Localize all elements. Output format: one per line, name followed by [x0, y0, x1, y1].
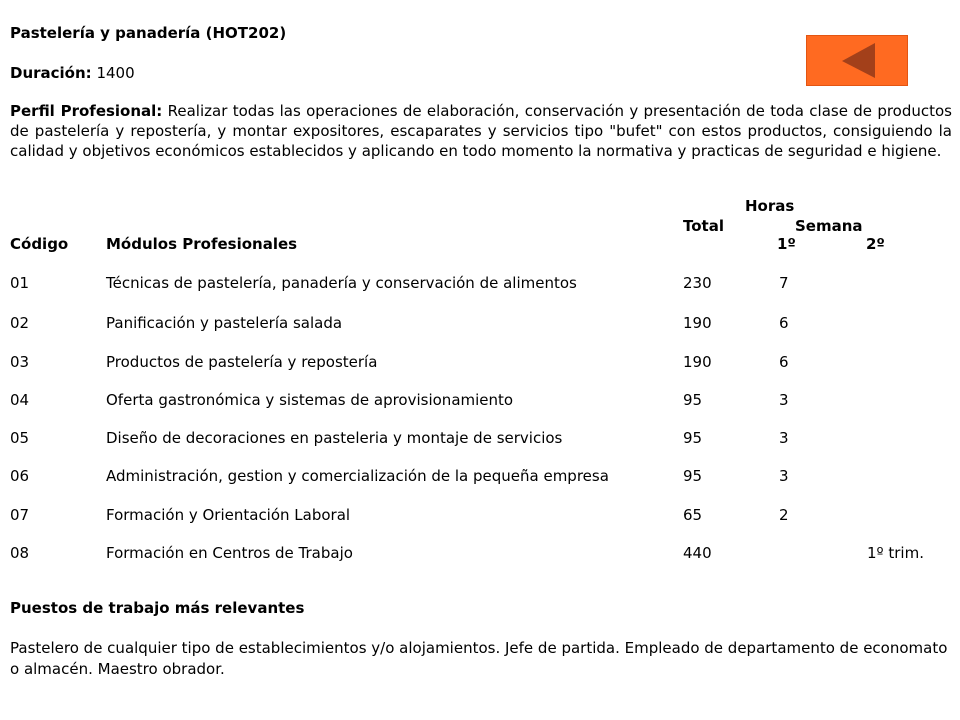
- module-code: 08: [10, 544, 30, 562]
- module-total-hours: 190: [683, 353, 712, 371]
- header-semana: Semana: [795, 217, 863, 235]
- table-row: [0, 544, 960, 566]
- back-arrow-icon-shape: [842, 43, 875, 78]
- table-row: [0, 506, 960, 528]
- module-total-hours: 440: [683, 544, 712, 562]
- module-total-hours: 95: [683, 429, 703, 447]
- header-horas: Horas: [745, 197, 795, 215]
- back-button[interactable]: [806, 35, 908, 86]
- page-title: Pastelería y panadería (HOT202): [10, 24, 287, 42]
- duration-label: Duración:: [10, 64, 92, 82]
- module-name: Oferta gastronómica y sistemas de aprovisionamiento: [106, 391, 514, 409]
- module-name: Formación y Orientación Laboral: [106, 506, 351, 524]
- module-week-1: 3: [779, 429, 789, 447]
- module-week-1: 7: [779, 274, 789, 292]
- module-total-hours: 190: [683, 314, 712, 332]
- table-row: [0, 391, 960, 413]
- module-name: Formación en Centros de Trabajo: [106, 544, 353, 562]
- module-code: 06: [10, 467, 30, 485]
- table-row: [0, 429, 960, 451]
- header-codigo: Código: [10, 235, 69, 253]
- header-semana-1: 1º: [777, 235, 796, 253]
- module-week-1: 3: [779, 467, 789, 485]
- module-name: Diseño de decoraciones en pasteleria y montaje de servicios: [106, 429, 563, 447]
- module-total-hours: 230: [683, 274, 712, 292]
- module-total-hours: 95: [683, 467, 703, 485]
- profile-label: Perfil Profesional:: [10, 102, 163, 120]
- module-week-1: 6: [779, 353, 789, 371]
- table-row: [0, 274, 960, 296]
- module-code: 04: [10, 391, 30, 409]
- module-week-1: 6: [779, 314, 789, 332]
- header-total: Total: [683, 217, 724, 235]
- module-name: Técnicas de pastelería, panadería y conservación de alimentos: [106, 274, 577, 292]
- profile-text: Realizar todas las operaciones de elaboración, conservación y presentación de toda clase de productos de pastelería y repostería, y montar expositores, escaparates y servicios tipo "bufet" con estos productos, consiguiendo la calidad y objetivos económicos establecidos y aplicando en todo momento la normativa y practicas de seguridad e higiene.: [10, 102, 952, 160]
- table-row: [0, 467, 960, 489]
- table-row: [0, 314, 960, 336]
- module-code: 02: [10, 314, 30, 332]
- jobs-text: Pastelero de cualquier tipo de establecimientos y/o alojamientos. Jefe de partida. Empleado de departamento de economato o almacén. Maestro obrador.: [10, 639, 948, 678]
- module-code: 05: [10, 429, 30, 447]
- module-code: 01: [10, 274, 30, 292]
- jobs-title: Puestos de trabajo más relevantes: [10, 599, 305, 617]
- table-row: [0, 353, 960, 375]
- professional-profile: [10, 101, 952, 161]
- module-name: Administración, gestion y comercialización de la pequeña empresa: [106, 467, 609, 485]
- module-name: Productos de pastelería y repostería: [106, 353, 378, 371]
- module-total-hours: 95: [683, 391, 703, 409]
- duration: [10, 64, 135, 82]
- module-code: 07: [10, 506, 30, 524]
- module-name: Panificación y pastelería salada: [106, 314, 343, 332]
- header-modulos: Módulos Profesionales: [106, 235, 298, 253]
- module-week-1: 2: [779, 506, 789, 524]
- duration-value: 1400: [96, 64, 135, 82]
- module-week-2: 1º trim.: [867, 544, 924, 562]
- module-total-hours: 65: [683, 506, 703, 524]
- header-semana-2: 2º: [866, 235, 885, 253]
- back-arrow-icon: [807, 36, 907, 85]
- module-week-1: 3: [779, 391, 789, 409]
- module-code: 03: [10, 353, 30, 371]
